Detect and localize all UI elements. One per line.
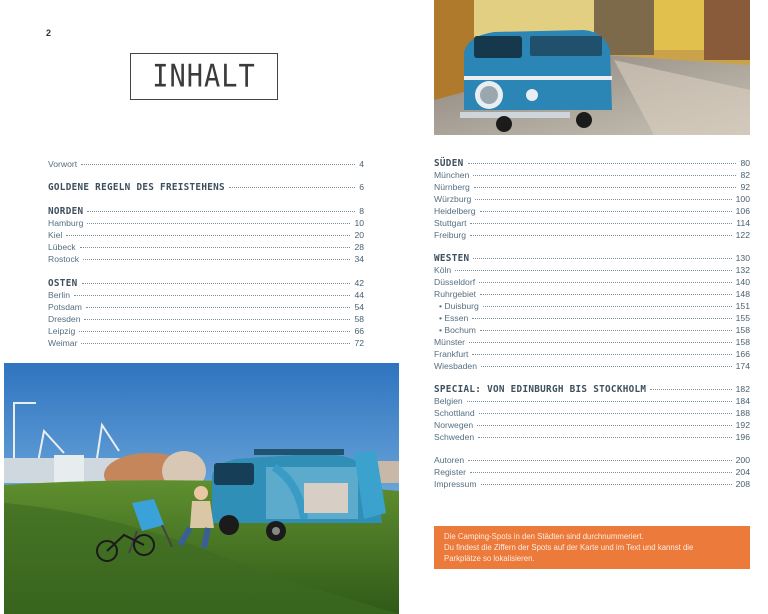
toc-entry-page: 100 <box>735 194 750 204</box>
toc-entry[interactable] <box>434 395 750 407</box>
toc-entry[interactable] <box>434 229 750 241</box>
toc-leader <box>480 211 732 212</box>
toc-entry-page: 130 <box>735 253 750 263</box>
toc-leader <box>66 235 350 236</box>
toc-leader <box>82 283 351 284</box>
toc-leader <box>481 366 732 367</box>
toc-entry-label: Stuttgart <box>434 218 467 228</box>
toc-entry-page: 192 <box>735 420 750 430</box>
toc-entry-label: Lübeck <box>48 242 76 252</box>
toc-leader <box>479 282 732 283</box>
toc-entry-page: 166 <box>735 349 750 359</box>
toc-entry-page: 58 <box>354 314 364 324</box>
toc-entry-page: 155 <box>735 313 750 323</box>
toc-heading[interactable] <box>434 157 750 169</box>
toc-entry-page: 44 <box>354 290 364 300</box>
toc-leader <box>79 331 350 332</box>
toc-entry-label: Register <box>434 467 466 477</box>
toc-leader <box>473 175 736 176</box>
toc-entry-page: 196 <box>735 432 750 442</box>
toc-entry-page: 82 <box>740 170 750 180</box>
toc-entry-label: Rostock <box>48 254 80 264</box>
toc-entry-label: Norwegen <box>434 420 474 430</box>
toc-entry[interactable] <box>48 313 364 325</box>
toc-entry-label: • Duisburg <box>439 301 479 311</box>
toc-entry-page: 80 <box>740 158 750 168</box>
toc-entry[interactable] <box>434 217 750 229</box>
toc-entry-page: 42 <box>354 278 364 288</box>
toc-leader <box>80 247 351 248</box>
toc-leader <box>472 354 731 355</box>
toc-entry-page: 106 <box>735 206 750 216</box>
toc-entry-page: 132 <box>735 265 750 275</box>
toc-entry[interactable] <box>48 229 364 241</box>
toc-entry-label: • Bochum <box>439 325 476 335</box>
toc-heading-label: OSTEN <box>48 278 78 289</box>
toc-entry-label: Düsseldorf <box>434 277 476 287</box>
toc-entry[interactable] <box>48 301 364 313</box>
toc-entry-page: 151 <box>735 301 750 311</box>
toc-heading-label: SÜDEN <box>434 158 464 169</box>
toc-entry-label: Belgien <box>434 396 463 406</box>
toc-leader <box>472 318 731 319</box>
toc-entry-label: Kiel <box>48 230 63 240</box>
toc-entry[interactable] <box>434 466 750 478</box>
toc-entry-page: 200 <box>735 455 750 465</box>
toc-entry-page: 158 <box>735 337 750 347</box>
toc-entry-page: 66 <box>354 326 364 336</box>
toc-leader <box>468 163 737 164</box>
toc-leader <box>470 472 732 473</box>
toc-leader <box>479 413 732 414</box>
toc-entry[interactable] <box>434 431 750 443</box>
toc-entry[interactable] <box>48 241 364 253</box>
toc-entry-page: 174 <box>735 361 750 371</box>
toc-heading[interactable] <box>434 383 750 395</box>
toc-entry-page: 92 <box>740 182 750 192</box>
toc-entry-label: Würzburg <box>434 194 472 204</box>
toc-entry[interactable] <box>48 337 364 349</box>
toc-entry-page: 188 <box>735 408 750 418</box>
toc-entry[interactable] <box>434 336 750 348</box>
toc-entry-label: Berlin <box>48 290 70 300</box>
toc-entry[interactable] <box>434 478 750 490</box>
info-line-3: Parkplätze so lokalisieren. <box>444 554 535 563</box>
toc-leader <box>83 259 350 260</box>
toc-entry-page: 140 <box>735 277 750 287</box>
toc-entry-label: Vorwort <box>48 159 78 169</box>
toc-entry[interactable] <box>434 181 750 193</box>
toc-leader <box>481 484 732 485</box>
toc-entry-page: 204 <box>735 467 750 477</box>
toc-leader <box>478 437 732 438</box>
toc-entry-label: Ruhrgebiet <box>434 289 477 299</box>
toc-leader <box>81 164 355 165</box>
toc-entry-page: 148 <box>735 289 750 299</box>
toc-entry[interactable] <box>48 289 364 301</box>
toc-heading-label: GOLDENE REGELN DES FREISTEHENS <box>48 182 225 193</box>
toc-entry-label: Hamburg <box>48 218 84 228</box>
toc-entry-label: Münster <box>434 337 466 347</box>
toc-entry-page: 182 <box>735 384 750 394</box>
toc-entry-label: Weimar <box>48 338 78 348</box>
toc-leader <box>84 319 350 320</box>
toc-entry-label: Heidelberg <box>434 206 476 216</box>
toc-entry[interactable] <box>48 217 364 229</box>
toc-leader <box>483 306 732 307</box>
toc-leader <box>480 294 732 295</box>
camper-photo-harbour <box>4 363 399 614</box>
toc-leader <box>475 199 731 200</box>
camper-photo-illustration <box>4 363 399 614</box>
toc-subentry[interactable] <box>434 324 750 336</box>
toc-entry-page: 6 <box>359 182 364 192</box>
toc-heading-label: WESTEN <box>434 253 470 264</box>
toc-heading-label: SPECIAL: VON EDINBURGH BIS STOCKHOLM <box>434 384 647 395</box>
info-line-1: Die Camping-Spots in den Städten sind durchnummeriert. <box>444 532 644 541</box>
toc-leader <box>477 425 731 426</box>
toc-entry-label: Freiburg <box>434 230 466 240</box>
toc-leader <box>469 342 732 343</box>
toc-entry-page: 184 <box>735 396 750 406</box>
toc-leader <box>650 389 731 390</box>
toc-entry-page: 114 <box>736 218 750 228</box>
toc-leader <box>86 307 351 308</box>
toc-entry-label: Schweden <box>434 432 475 442</box>
toc-leader <box>467 401 732 402</box>
toc-entry-label: Frankfurt <box>434 349 469 359</box>
toc-entry-label: Wiesbaden <box>434 361 477 371</box>
toc-heading[interactable] <box>48 277 364 289</box>
toc-entry-page: 28 <box>354 242 364 252</box>
toc-leader <box>74 295 350 296</box>
toc-entry-page: 54 <box>354 302 364 312</box>
toc-leader <box>470 235 732 236</box>
toc-entry[interactable] <box>434 193 750 205</box>
toc-entry[interactable] <box>48 325 364 337</box>
contents-title-box <box>130 53 278 100</box>
toc-leader <box>468 460 732 461</box>
toc-entry-label: Autoren <box>434 455 465 465</box>
toc-entry-page: 72 <box>354 338 364 348</box>
toc-leader <box>470 223 732 224</box>
info-line-2: Du findest die Ziffern der Spots auf der Karte und im Text und kannst die <box>444 543 694 552</box>
toc-entry-label: München <box>434 170 470 180</box>
toc-leader <box>480 330 732 331</box>
toc-heading[interactable] <box>434 252 750 264</box>
toc-entry-label: Nürnberg <box>434 182 470 192</box>
toc-entry-label: Dresden <box>48 314 81 324</box>
toc-entry-label: Leipzig <box>48 326 76 336</box>
toc-entry[interactable] <box>434 360 750 372</box>
toc-leader <box>455 270 731 271</box>
toc-subentry[interactable] <box>434 300 750 312</box>
toc-subentry[interactable] <box>434 312 750 324</box>
toc-leader <box>474 187 737 188</box>
vw-bus-photo-street <box>434 0 750 135</box>
toc-entry[interactable] <box>48 158 364 170</box>
toc-entry[interactable] <box>434 288 750 300</box>
toc-entry-page: 10 <box>354 218 364 228</box>
toc-entry-page: 158 <box>735 325 750 335</box>
toc-entry-page: 4 <box>359 159 364 169</box>
toc-leader <box>87 211 355 212</box>
toc-entry[interactable] <box>434 205 750 217</box>
toc-leader <box>473 258 731 259</box>
toc-entry-page: 20 <box>354 230 364 240</box>
toc-leader <box>229 187 355 188</box>
toc-leader <box>81 343 350 344</box>
toc-entry-page: 8 <box>359 206 364 216</box>
toc-entry[interactable] <box>434 348 750 360</box>
toc-entry-label: Schottland <box>434 408 475 418</box>
toc-entry-label: • Essen <box>439 313 469 323</box>
vw-bus-photo-illustration <box>434 0 750 135</box>
toc-entry-label: Köln <box>434 265 452 275</box>
camping-spots-info-box <box>434 526 750 569</box>
toc-entry-label: Impressum <box>434 479 477 489</box>
toc-entry-page: 122 <box>735 230 750 240</box>
toc-entry[interactable] <box>434 276 750 288</box>
toc-heading[interactable] <box>48 181 364 193</box>
toc-entry-label: Potsdam <box>48 302 82 312</box>
page-number: 2 <box>46 28 52 38</box>
toc-entry-page: 208 <box>735 479 750 489</box>
toc-heading[interactable] <box>48 205 364 217</box>
toc-entry[interactable] <box>434 264 750 276</box>
toc-entry[interactable] <box>48 253 364 265</box>
toc-entry[interactable] <box>434 454 750 466</box>
toc-entry-page: 34 <box>354 254 364 264</box>
toc-leader <box>87 223 350 224</box>
toc-entry[interactable] <box>434 419 750 431</box>
toc-heading-label: NORDEN <box>48 206 84 217</box>
contents-title: INHALT <box>152 58 256 95</box>
toc-entry[interactable] <box>434 169 750 181</box>
toc-entry[interactable] <box>434 407 750 419</box>
